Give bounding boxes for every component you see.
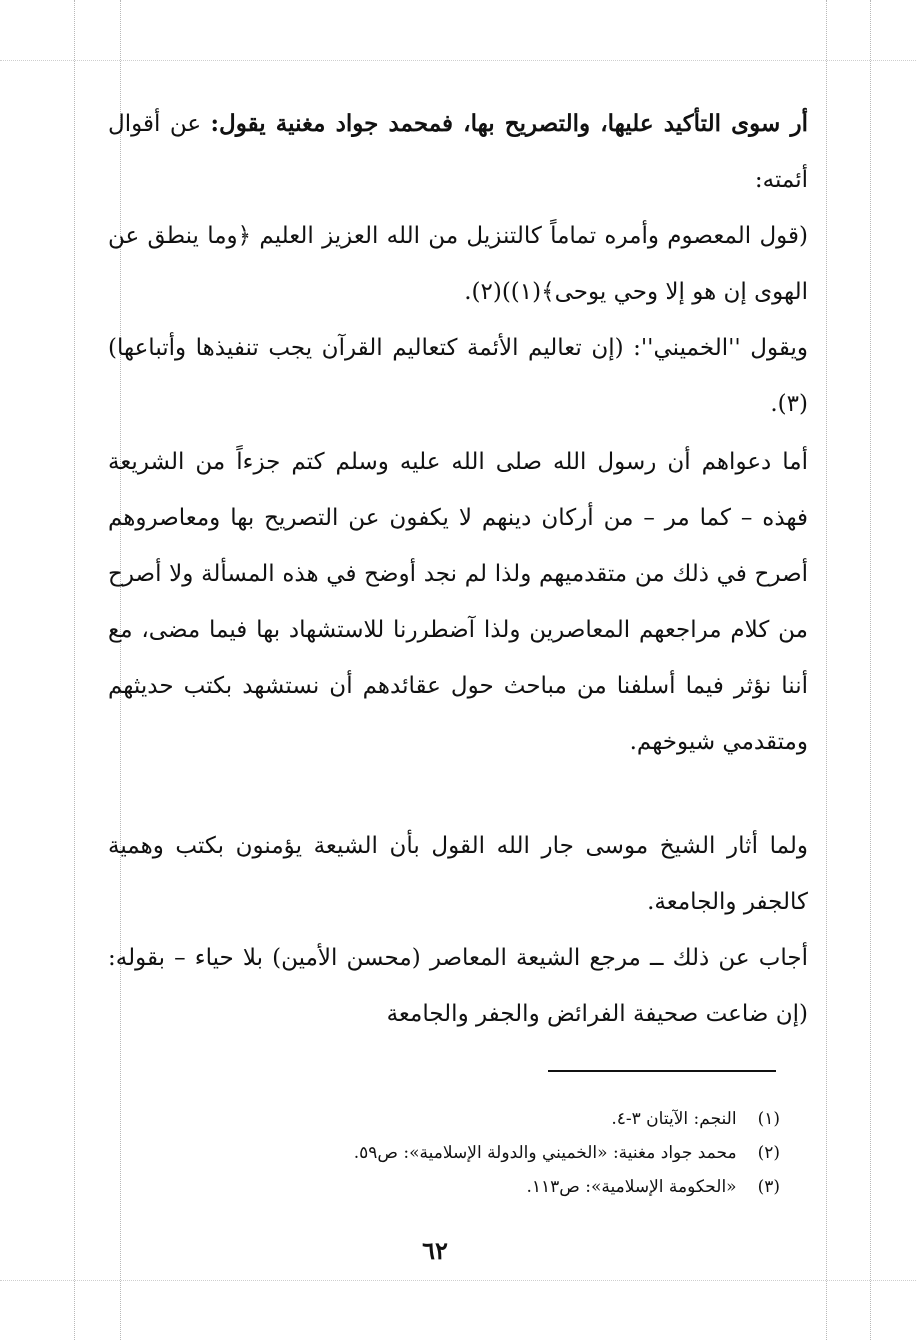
paragraph-lead: أر سوى التأكيد عليها، والتصريح بها، فمحمد جواد مغنية يقول: <box>210 110 808 137</box>
footnote-text: «الحكومة الإسلامية»: ص١١٣. <box>526 1177 737 1197</box>
page-number: ٦٢ <box>422 1236 448 1265</box>
footnote-number: (٢) <box>757 1143 780 1163</box>
footnote-number: (٣) <box>757 1177 780 1197</box>
paragraph-muhsin-amin: أجاب عن ذلك ــ مرجع الشيعة المعاصر (محسن الأمين) بلا حياء – بقوله: (إن ضاعت صحيفة الفرائض والجفر والجامعة <box>108 945 808 1027</box>
footnote-item <box>200 1102 780 1136</box>
paragraph-musa-jarallah: ولما أثار الشيخ موسى جار الله القول بأن الشيعة يؤمنون بكتب وهمية كالجفر والجامعة. <box>108 833 808 915</box>
paragraph-body: أما دعواهم أن رسول الله صلى الله عليه وسلم كتم جزءاً من الشريعة فهذه – كما مر – من أركان دينهم لا يكفون عن التصريح بها ومعاصروهم أصرح في ذلك من متقدميهم ولذا لم نجد أوضح في هذه المسألة ولا أصرح من كلام مراجعهم المعاصرين ولذا آضطررنا للاستشهاد بها فيما مضى، مع أننا نؤثر فيما أسلفنا من مباحث حول عقائدهم أن نستشهد بكتب حديثهم ومتقدمي شيوخهم. <box>108 449 808 755</box>
scan-guide-line <box>826 0 827 1340</box>
footnote-text: محمد جواد مغنية: «الخميني والدولة الإسلامية»: ص٥٩. <box>353 1143 737 1163</box>
scan-guide-line <box>74 0 75 1340</box>
paragraph-text: عن أقوال أئمته: <box>108 111 808 193</box>
footnotes <box>200 1102 780 1204</box>
scan-guide-line <box>0 1280 916 1281</box>
paragraph-quote-mughniyya: (قول المعصوم وأمره تماماً كالتنزيل من الله العزيز العليم ﴿وما ينطق عن الهوى إن هو إلا وحي يوحى﴾(١))(٢). <box>108 223 808 305</box>
footnote-number: (١) <box>757 1109 780 1129</box>
footnote-item <box>200 1136 780 1170</box>
scan-guide-line <box>0 60 916 61</box>
footnote-text: النجم: الآيتان ٣-٤. <box>611 1109 737 1129</box>
paragraph-quote-khomeini: ويقول ''الخميني'': (إن تعاليم الأئمة كتعاليم القرآن يجب تنفيذها وأتباعها)(٣). <box>108 335 808 417</box>
scan-guide-line <box>870 0 871 1340</box>
footnote-item <box>200 1170 780 1204</box>
paragraph-intro <box>108 96 808 208</box>
footnote-separator <box>548 1070 776 1072</box>
